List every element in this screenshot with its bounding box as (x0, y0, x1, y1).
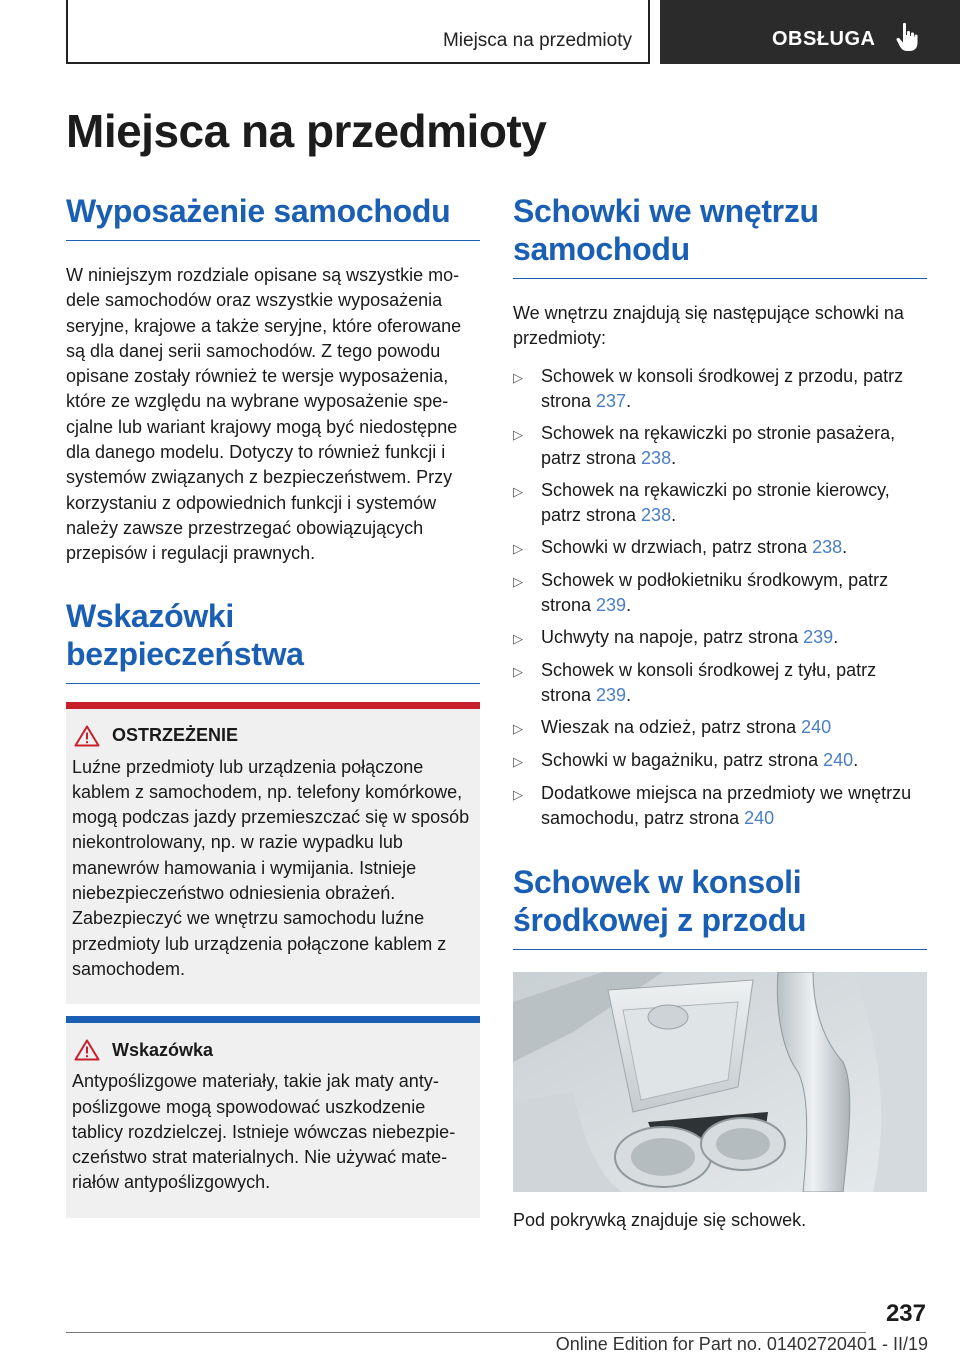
header-chapter-title: OBSŁUGA (772, 28, 876, 50)
triangle-bullet-icon: ▷ (513, 426, 523, 442)
safety-heading: Wskazówki bezpieczeństwa (66, 597, 304, 672)
triangle-bullet-icon: ▷ (513, 630, 523, 646)
list-item: ▷ Wieszak na odzież, patrz strona 240 (513, 715, 927, 741)
note-box (66, 1016, 480, 1217)
page-link[interactable]: 237 (596, 390, 627, 411)
page-link[interactable]: 238 (641, 504, 672, 525)
warning-triangle-icon (74, 725, 100, 747)
list-item: ▷ Dodatkowe miejsca na przedmioty we wnętrzu samochodu, patrz strona 240 (513, 781, 927, 831)
figure-caption: Pod pokrywką znajduje się schowek. (513, 1209, 807, 1230)
warning-box-header (72, 725, 474, 747)
list-item: ▷ Schowki w drzwiach, patrz strona 238. (513, 535, 927, 561)
triangle-bullet-icon: ▷ (513, 753, 523, 769)
page-link[interactable]: 238 (812, 536, 843, 557)
triangle-bullet-icon: ▷ (513, 369, 523, 385)
heading-rule (66, 683, 480, 684)
page-link[interactable]: 240 (801, 716, 832, 737)
page-link[interactable]: 239 (596, 684, 627, 705)
page-title: Miejsca na przedmioty (66, 105, 547, 157)
triangle-bullet-icon: ▷ (513, 483, 523, 499)
triangle-bullet-icon: ▷ (513, 720, 523, 736)
compartments-list (513, 364, 927, 831)
page-link[interactable]: 239 (596, 594, 627, 615)
page-link[interactable]: 240 (744, 807, 775, 828)
left-column (66, 192, 480, 1218)
footer-rule (66, 1332, 866, 1333)
list-item: ▷ Schowek w konsoli środkowej z tyłu, patrz strona 239. (513, 658, 927, 708)
hand-pointer-icon (896, 22, 918, 52)
equipment-heading: Wyposażenie samochodu (66, 193, 451, 229)
heading-rule (66, 240, 480, 241)
warning-text: Luźne przedmioty lub urządzenia połączone kablem z samochodem, np. telefony komórkowe, mogą podczas jazdy przemieszczać się w sposób niekontrolowany, np. w razie wypadku lub manewrów hamowania i wymijania. Istnieje niebezpieczeństwo odniesienia obrażeń. Zabezpieczyć we wnętrzu samochodu luźne przedmioty lub urządzenia połączone kablem z samochodem. (72, 756, 470, 979)
header-section-tab (66, 0, 650, 64)
list-item: ▷ Uchwyty na napoje, patrz strona 239. (513, 625, 927, 651)
page-link[interactable]: 239 (803, 626, 834, 647)
console-heading: Schowek w konsoli środkowej z przodu (513, 863, 807, 938)
note-text: Antypoślizgowe materiały, takie jak maty antypoślizgowe mogą spowodować uszkodzenie tablicy rozdzielczej. Istnieje wówczas niebezpieczeństwo strat materialnych. Nie używać materiałów antypoślizgowych. (72, 1071, 456, 1193)
triangle-bullet-icon: ▷ (513, 573, 523, 589)
right-column (513, 192, 927, 1231)
header-chapter-tab (660, 0, 960, 64)
heading-rule (513, 278, 927, 279)
page-number: 237 (885, 1300, 926, 1327)
list-item: ▷ Schowek w podłokietniku środkowym, patrz strona 239. (513, 568, 927, 618)
footer-edition: Online Edition for Part no. 01402720401 - II/19 (555, 1334, 928, 1354)
note-title: Wskazówka (112, 1039, 214, 1060)
compartments-intro: We wnętrzu znajdują się następujące schowki na przedmioty: (513, 303, 904, 349)
page-link[interactable]: 240 (823, 749, 854, 770)
warning-title: OSTRZEŻENIE (112, 725, 239, 746)
list-item: ▷ Schowek na rękawiczki po stronie kierowcy, patrz strona 238. (513, 478, 927, 528)
triangle-bullet-icon: ▷ (513, 663, 523, 679)
list-item: ▷ Schowek na rękawiczki po stronie pasażera, patrz strona 238. (513, 421, 927, 471)
equipment-text: W niniejszym rozdziale opisane są wszystkie modele samochodów oraz wszystkie wyposażenia seryjne, krajowe a także seryjne, które oferowane są dla danej serii samochodów. Z tego powodu opisane zostały również te wersje wyposażenia, które ze względu na wybrane wyposażenie specjalne lub wariant krajowy mogą być niedostępne dla danego modelu. Dotyczy to również funkcji i systemów związanych z bezpieczeństwem. Przy korzystaniu z odpowiednich funkcji i systemów należy zawsze przestrzegać obowiązujących przepisów i regulacji prawnych. (66, 265, 462, 564)
compartments-heading: Schowki we wnętrzu samochodu (513, 193, 819, 267)
page-link[interactable]: 238 (641, 447, 672, 468)
list-item: ▷ Schowki w bagażniku, patrz strona 240. (513, 748, 927, 774)
note-box-header (72, 1039, 474, 1061)
console-compartment-illustration (513, 972, 927, 1192)
list-item: ▷ Schowek w konsoli środkowej z przodu, patrz strona 237. (513, 364, 927, 414)
triangle-bullet-icon: ▷ (513, 540, 523, 556)
heading-rule (513, 949, 927, 950)
header-section-title: Miejsca na przedmioty (442, 30, 632, 51)
warning-box (66, 702, 480, 1005)
triangle-bullet-icon: ▷ (513, 786, 523, 802)
warning-triangle-icon (74, 1039, 100, 1061)
